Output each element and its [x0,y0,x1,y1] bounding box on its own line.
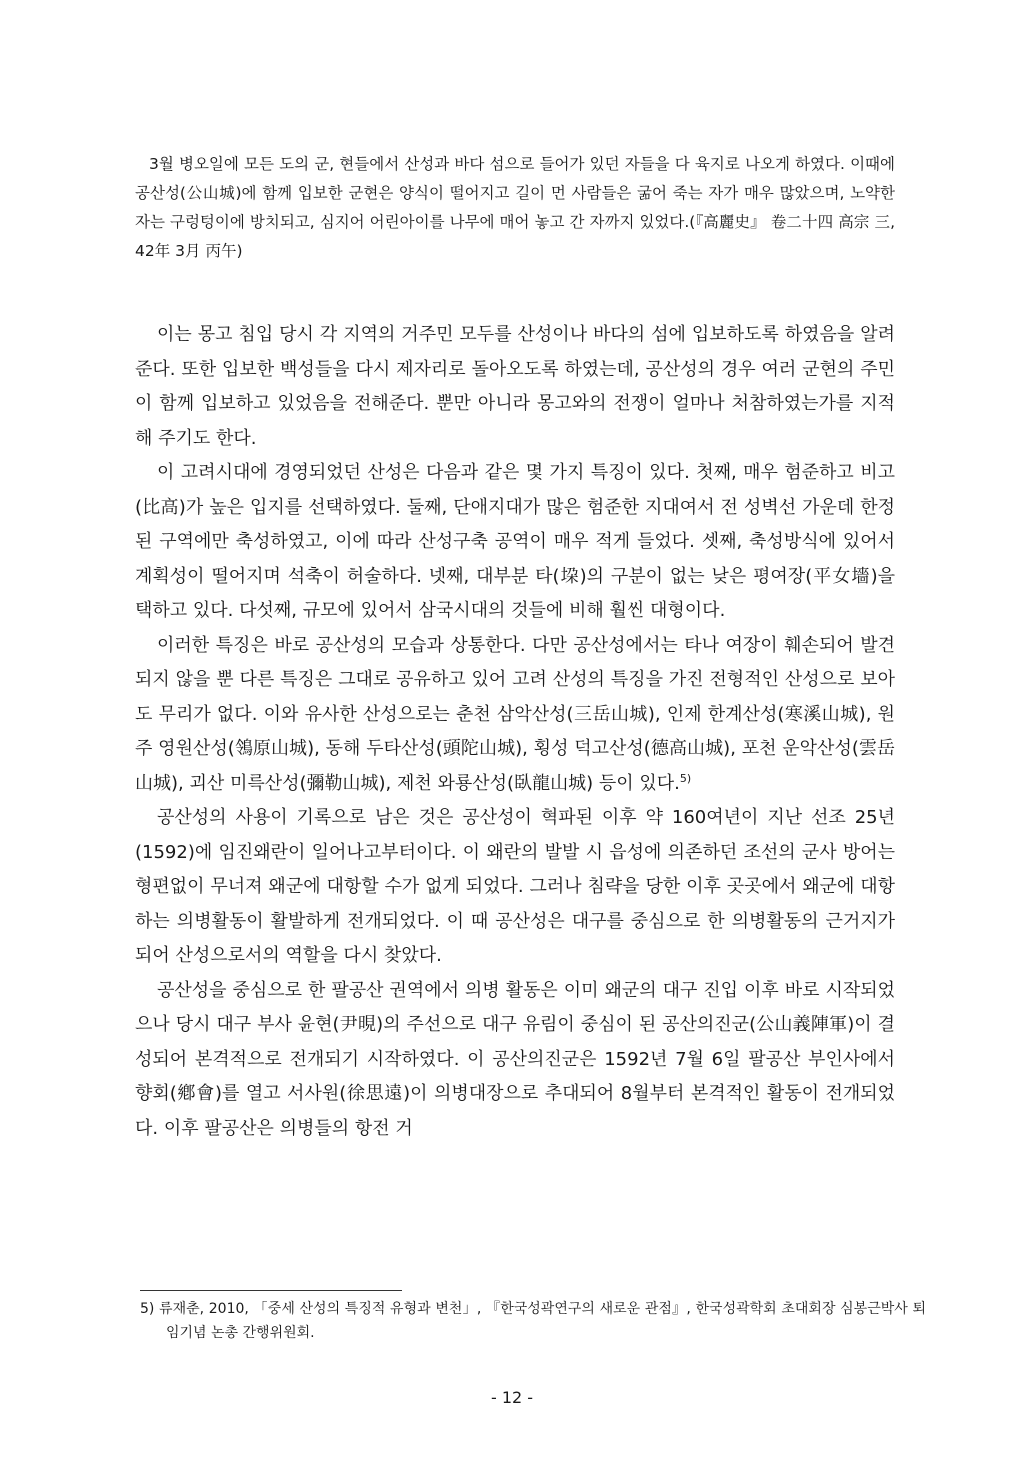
page-number: - 12 - [490,1388,534,1407]
paragraph: 이는 몽고 침입 당시 각 지역의 거주민 모두를 산성이나 바다의 섬에 입보하도록 하였음을 알려준다. 또한 입보한 백성들을 다시 제자리로 돌아오도록 하였는데, 공산성의 경우 여러 군현의 주민이 함께 입보하고 있었음을 전해준다. 뿐만 아니라 몽고와의 전쟁이 얼마나 처참하였는가를 지적해 주기도 한다. [135,324,895,449]
footnote-reference: 5) [679,771,692,785]
block-quote: 3월 병오일에 모든 도의 군, 현들에서 산성과 바다 섬으로 들어가 있던 자들을 다 육지로 나오게 하였다. 이때에 공산성(公山城)에 함께 입보한 군현은 양식이 떨어지고 길이 먼 사람들은 굶어 죽는 자가 매우 많았으며, 노약한 자는 구렁텅이에 방치되고, 심지어 어린아이를 나무에 매어 놓고 간 자까지 있었다.(『高麗史』 卷二十四 高宗 三, 42年 3月 丙午) [135,155,895,260]
footnote: 5) 류재춘, 2010, 「중세 산성의 특징적 유형과 변천」, 『한국성곽연구의 새로운 관점』, 한국성곽학회 초대회장 심봉근박사 퇴임기념 논총 간행위원회. [140,1301,926,1341]
paragraph-text: 이러한 특징은 바로 공산성의 모습과 상통한다. 다만 공산성에서는 타나 여장이 훼손되어 발견되지 않을 뿐 다른 특징은 그대로 공유하고 있어 고려 산성의 특징을 가진 전형적인 산성으로 보아도 무리가 없다. 이와 유사한 산성으로는 춘천 삼악산성(三岳山城), 인제 한계산성(寒溪山城), 원주 영원산성(鴒原山城), 동해 두타산성(頭陀山城), 횡성 덕고산성(德高山城), 포천 운악산성(雲岳山城), 괴산 미륵산성(彌勒山城), 제천 와룡산성(臥龍山城) 등이 있다. [135,634,895,794]
paragraph: 이 고려시대에 경영되었던 산성은 다음과 같은 몇 가지 특징이 있다. 첫째, 매우 험준하고 비고(比高)가 높은 입지를 선택하였다. 둘째, 단애지대가 많은 험준한 지대여서 전 성벽선 가운데 한정된 구역에만 축성하였고, 이에 따라 산성구축 공역이 매우 적게 들었다. 셋째, 축성방식에 있어서 계획성이 떨어지며 석축이 허술하다. 넷째, 대부분 타(垜)의 구분이 없는 낮은 평여장(平女墻)을 택하고 있다. 다섯째, 규모에 있어서 삼국시대의 것들에 비해 훨씬 대형이다. [135,462,895,621]
paragraph: 공산성을 중심으로 한 팔공산 권역에서 의병 활동은 이미 왜군의 대구 진입 이후 바로 시작되었으나 당시 대구 부사 윤현(尹晛)의 주선으로 대구 유림이 중심이 된 공산의진군(公山義陣軍)이 결성되어 본격적으로 전개되기 시작하였다. 이 공산의진군은 1592년 7월 6일 팔공산 부인사에서 향회(鄕會)를 열고 서사원(徐思遠)이 의병대장으로 추대되어 8월부터 본격적인 활동이 전개되었다. 이후 팔공산은 의병들의 항전 거 [135,979,895,1139]
paragraph: 공산성의 사용이 기록으로 남은 것은 공산성이 혁파된 이후 약 160여년이 지난 선조 25년(1592)에 임진왜란이 일어나고부터이다. 이 왜란의 발발 시 읍성에 의존하던 조선의 군사 방어는 형편없이 무너져 왜군에 대항할 수가 없게 되었다. 그러나 침략을 당한 이후 곳곳에서 왜군에 대항하는 의병활동이 활발하게 전개되었다. 이 때 공산성은 대구를 중심으로 한 의병활동의 근거지가 되어 산성으로서의 역할을 다시 찾았다. [135,807,895,966]
paragraph [135,629,895,802]
body-text [135,318,895,1146]
footnote-divider [140,1290,402,1291]
